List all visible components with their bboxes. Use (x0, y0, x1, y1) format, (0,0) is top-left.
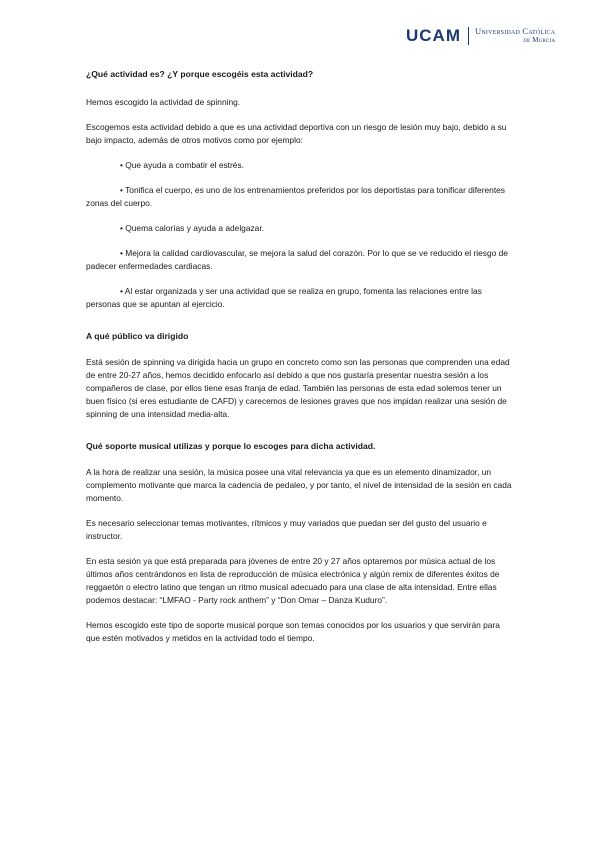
logo-line2: de Murcia (523, 36, 556, 44)
logo-subtitle (475, 27, 555, 45)
bullet-item: • Mejora la calidad cardiovascular, se mejora la salud del corazón. Por lo que se ve reducido el riesgo de padecer enfermedades cardiacas. (86, 248, 508, 271)
logo-word: UCAM (406, 26, 461, 45)
section2-p1: Está sesión de spinning va dirigida hacia un grupo en concreto como son las personas que comprenden una edad de entre 20-27 años, hemos decidido enfocarlo así debido a que nos gustaría presentar nuestra sesión a los compañeros de clase, por ellos tiene esas franja de edad. También las personas de esta edad solemos tener un buen físico (si eres estudiante de CAFD) y carecemos de lesiones graves que nos impidan realizar una sesión de spinning de una intensidad media-alta. (86, 357, 510, 419)
ucam-logo (406, 26, 555, 46)
logo-line1: Universidad Católica (475, 26, 556, 36)
section2-heading: A qué público va dirigido (86, 331, 189, 341)
bullet-item: • Que ayuda a combatir el estrés. (120, 160, 244, 170)
section1-p2: Escogemos esta actividad debido a que es una actividad deportiva con un riesgo de lesión muy bajo, debido a su bajo impacto, además de otros motivos como por ejemplo: (86, 122, 507, 145)
section3-p4: Hemos escogido este tipo de soporte musical porque son temas conocidos por los usuarios y que servirán para que estén motivados y metidos en la actividad todo el tiempo. (86, 620, 500, 643)
bullet-item: • Tonifica el cuerpo, es uno de los entrenamientos preferidos por los deportistas para tonificar diferentes zonas del cuerpo. (86, 185, 505, 208)
bullet-item: • Quema calorías y ayuda a adelgazar. (120, 223, 264, 233)
section1-heading: ¿Qué actividad es? ¿Y porque escogéis esta actividad? (86, 69, 314, 79)
section3-p3: En esta sesión ya que está preparada para jóvenes de entre 20 y 27 años optaremos por música actual de los últimos años centrándonos en lista de reproducción de música electrónica y algún remix de diferentes éxitos de reggaetón o electro latino que tengan un ritmo musical adecuado para una clase de alta intensidad. Entre ellas podemos destacar: “LMFAO - Party rock anthem” y “Don Omar – Danza Kuduro”. (86, 556, 500, 605)
section3-heading: Qué soporte musical utilizas y porque lo escoges para dicha actividad. (86, 441, 376, 451)
document-body (86, 68, 514, 645)
section3-p2: Es necesario seleccionar temas motivantes, rítmicos y muy variados que puedan ser del gusto del usuario e instructor. (86, 518, 487, 541)
logo-separator (468, 27, 469, 45)
section3-p1: A la hora de realizar una sesión, la música posee una vital relevancia ya que es un elemento dinamizador, un complemento motivante que marca la cadencia de pedaleo, y por tanto, el nivel de intensidad de la sesión en cada momento. (86, 467, 512, 503)
section1-p1: Hemos escogido la actividad de spinning. (86, 97, 241, 107)
bullet-item: • Al estar organizada y ser una actividad que se realiza en grupo, fomenta las relaciones entre las personas que se apuntan al ejercicio. (86, 286, 482, 309)
